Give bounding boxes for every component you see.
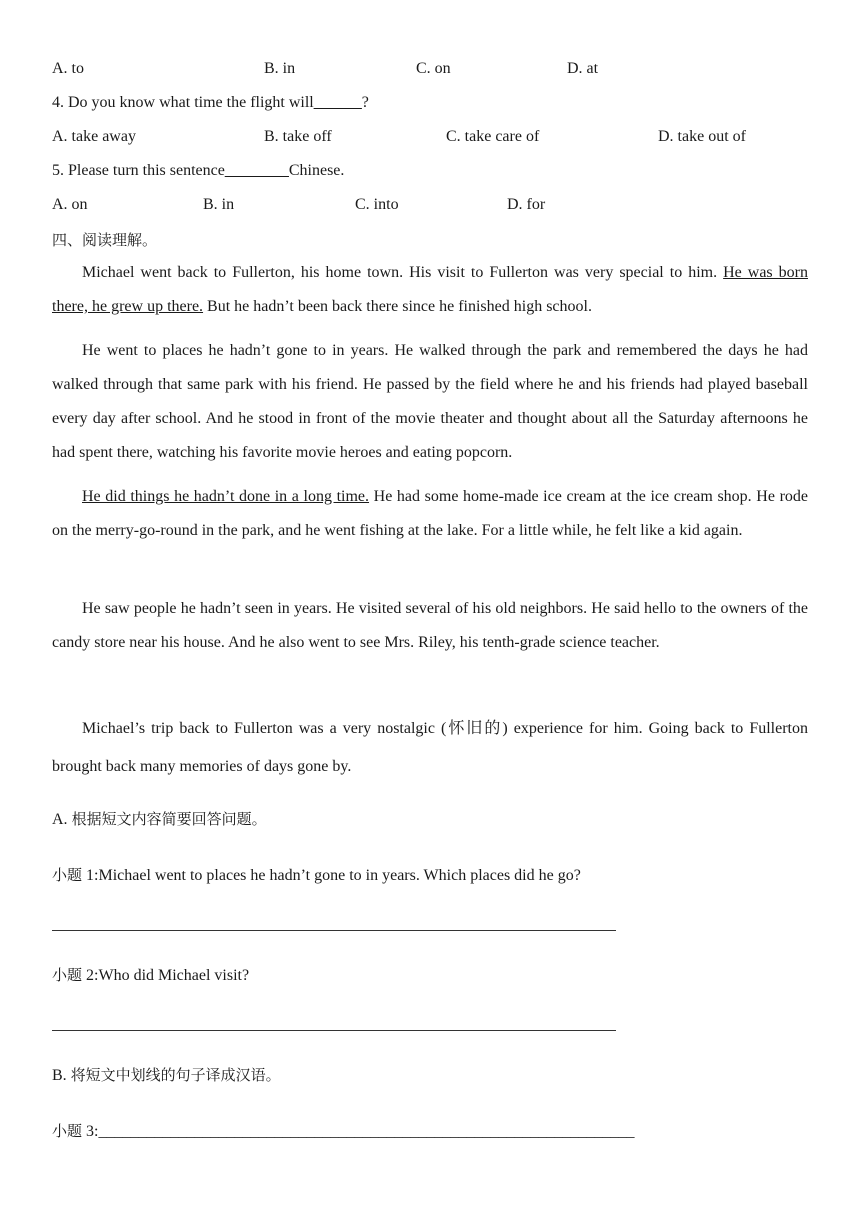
underlined-sentence-1: He was born there, he grew up there.: [52, 264, 808, 315]
answer-line-2[interactable]: [52, 1030, 616, 1031]
option-d: D. at: [567, 60, 599, 77]
option-c: C. into: [355, 196, 399, 213]
underlined-sentence-2: He did things he hadn’t done in a long time.: [82, 488, 370, 505]
section-heading: 四、阅读理解。: [52, 231, 158, 249]
question-5: [52, 162, 344, 180]
passage-paragraph-3: He did things he hadn’t done in a long time. He had some home-made ice cream at the ice cream shop. He rode on the merry-go-round in the park, and he went fishing at the lake. For a little while, he felt like a kid again.: [52, 488, 809, 539]
option-a: A. on: [52, 196, 88, 213]
option-d: D. take out of: [658, 128, 746, 145]
answer-line-1[interactable]: [52, 930, 616, 931]
part-b-heading: B. 将短文中划线的句子译成汉语。: [52, 1066, 281, 1084]
option-b: B. take off: [264, 128, 332, 145]
option-b: B. in: [264, 60, 296, 77]
option-a: A. to: [52, 60, 84, 77]
question-4-text: 4. Do you know what time the flight will: [52, 94, 314, 111]
option-b: B. in: [203, 196, 235, 213]
question-5-text: 5. Please turn this sentence: [52, 162, 225, 179]
option-c: C. on: [416, 60, 451, 77]
option-c: C. take care of: [446, 128, 540, 145]
question-5-blank: ________: [224, 162, 289, 179]
question-2: 小题 2:Who did Michael visit?: [52, 966, 250, 984]
question-4: [52, 94, 369, 112]
option-a: A. take away: [52, 128, 136, 145]
question-4-blank: ______: [313, 94, 362, 111]
chinese-gloss: 怀旧的: [446, 718, 503, 737]
part-a-heading: A. 根据短文内容简要回答问题。: [52, 810, 267, 828]
question-3: 小题 3:___________________________________________________________________: [52, 1122, 635, 1140]
passage-paragraph-2: He went to places he hadn’t gone to in years. He walked through the park and remembered the days he had walked through that same park with his friend. He passed by the field where he and his friends had played baseball every day after school. And he stood in front of the movie theater and thought about all the Saturday afternoons he had spent there, watching his favorite movie heroes and eating popcorn.: [52, 342, 808, 461]
question-1: 小题 1:Michael went to places he hadn’t gone to in years. Which places did he go?: [52, 866, 581, 884]
answer-line-3[interactable]: ___________________________________________________________________: [98, 1123, 635, 1140]
passage-paragraph-1: Michael went back to Fullerton, his home town. His visit to Fullerton was very special to him. He was born there, he grew up there. But he hadn’t been back there since he finished high school.: [52, 264, 808, 315]
question-4-end: ?: [361, 94, 369, 111]
question-5-end: Chinese.: [288, 162, 345, 179]
passage-paragraph-4: He saw people he hadn’t seen in years. He visited several of his old neighbors. He said hello to the owners of the candy store near his house. And he also went to see Mrs. Riley, his tenth-grade science teacher.: [52, 600, 808, 651]
option-d: D. for: [507, 196, 546, 213]
passage-paragraph-5: Michael’s trip back to Fullerton was a very nostalgic (怀旧的) experience for him. Going back to Fullerton brought back many memories of days gone by.: [52, 718, 808, 775]
